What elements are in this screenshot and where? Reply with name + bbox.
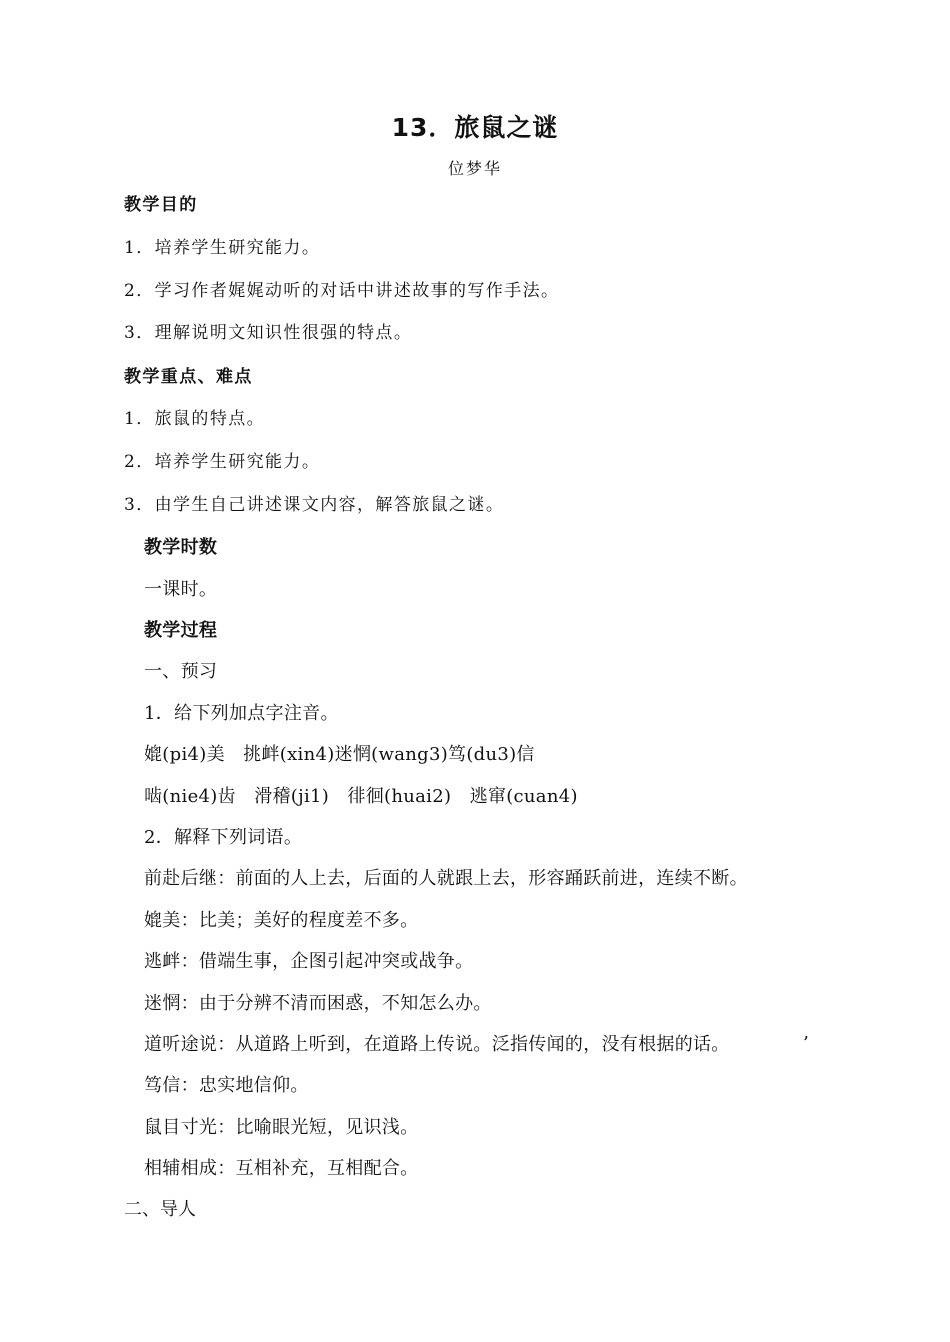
pinyin-line: 啮(nie4)齿 滑稽(ji1) 徘徊(huai2) 逃窜(cuan4) — [144, 786, 578, 807]
definition-item: 笃信：忠实地信仰。 — [144, 1075, 309, 1096]
key-points-heading: 教学重点、难点 — [124, 367, 253, 387]
definition-item: 前赴后继：前面的人上去，后面的人就跟上去，形容踊跃前进，连续不断。 — [144, 868, 748, 889]
hours-value: 一课时。 — [144, 579, 218, 600]
definition-item: 相辅相成：互相补充，互相配合。 — [144, 1158, 419, 1179]
goal-item: 3．理解说明文知识性很强的特点。 — [124, 323, 413, 343]
hours-heading: 教学时数 — [144, 537, 218, 558]
author-name: 位梦华 — [447, 159, 502, 178]
goal-item: 2．学习作者娓娓动听的对话中讲述故事的写作手法。 — [124, 281, 560, 301]
definition-item: 媲美：比美；美好的程度差不多。 — [144, 910, 419, 931]
definition-item: 迷惘：由于分辨不清而困惑，不知怎么办。 — [144, 993, 492, 1014]
stray-mark: ’ — [803, 1033, 809, 1054]
goals-heading: 教学目的 — [124, 195, 198, 215]
task-instruction: 1．给下列加点字注音。 — [144, 703, 339, 724]
task-instruction: 2．解释下列词语。 — [144, 827, 303, 848]
pinyin-line: 媲(pi4)美 挑衅(xin4)迷惘(wang3)笃(du3)信 — [144, 744, 535, 765]
goal-item: 1．培养学生研究能力。 — [124, 238, 321, 258]
definition-item: 鼠目寸光：比喻眼光短，见识浅。 — [144, 1117, 419, 1138]
definition-item: 逃衅：借端生事，企图引起冲突或战争。 — [144, 951, 474, 972]
key-point-item: 3．由学生自己讲述课文内容，解答旅鼠之谜。 — [124, 495, 505, 515]
key-point-item: 2．培养学生研究能力。 — [124, 452, 321, 472]
process-heading: 教学过程 — [144, 620, 218, 641]
definition-item: 道听途说：从道路上听到，在道路上传说。泛指传闻的，没有根据的话。 — [144, 1034, 730, 1055]
key-point-item: 1．旅鼠的特点。 — [124, 409, 266, 429]
document-title: 13．旅鼠之谜 — [391, 113, 559, 142]
section-title: 二、导人 — [124, 1199, 196, 1220]
section-title: 一、预习 — [144, 661, 218, 682]
